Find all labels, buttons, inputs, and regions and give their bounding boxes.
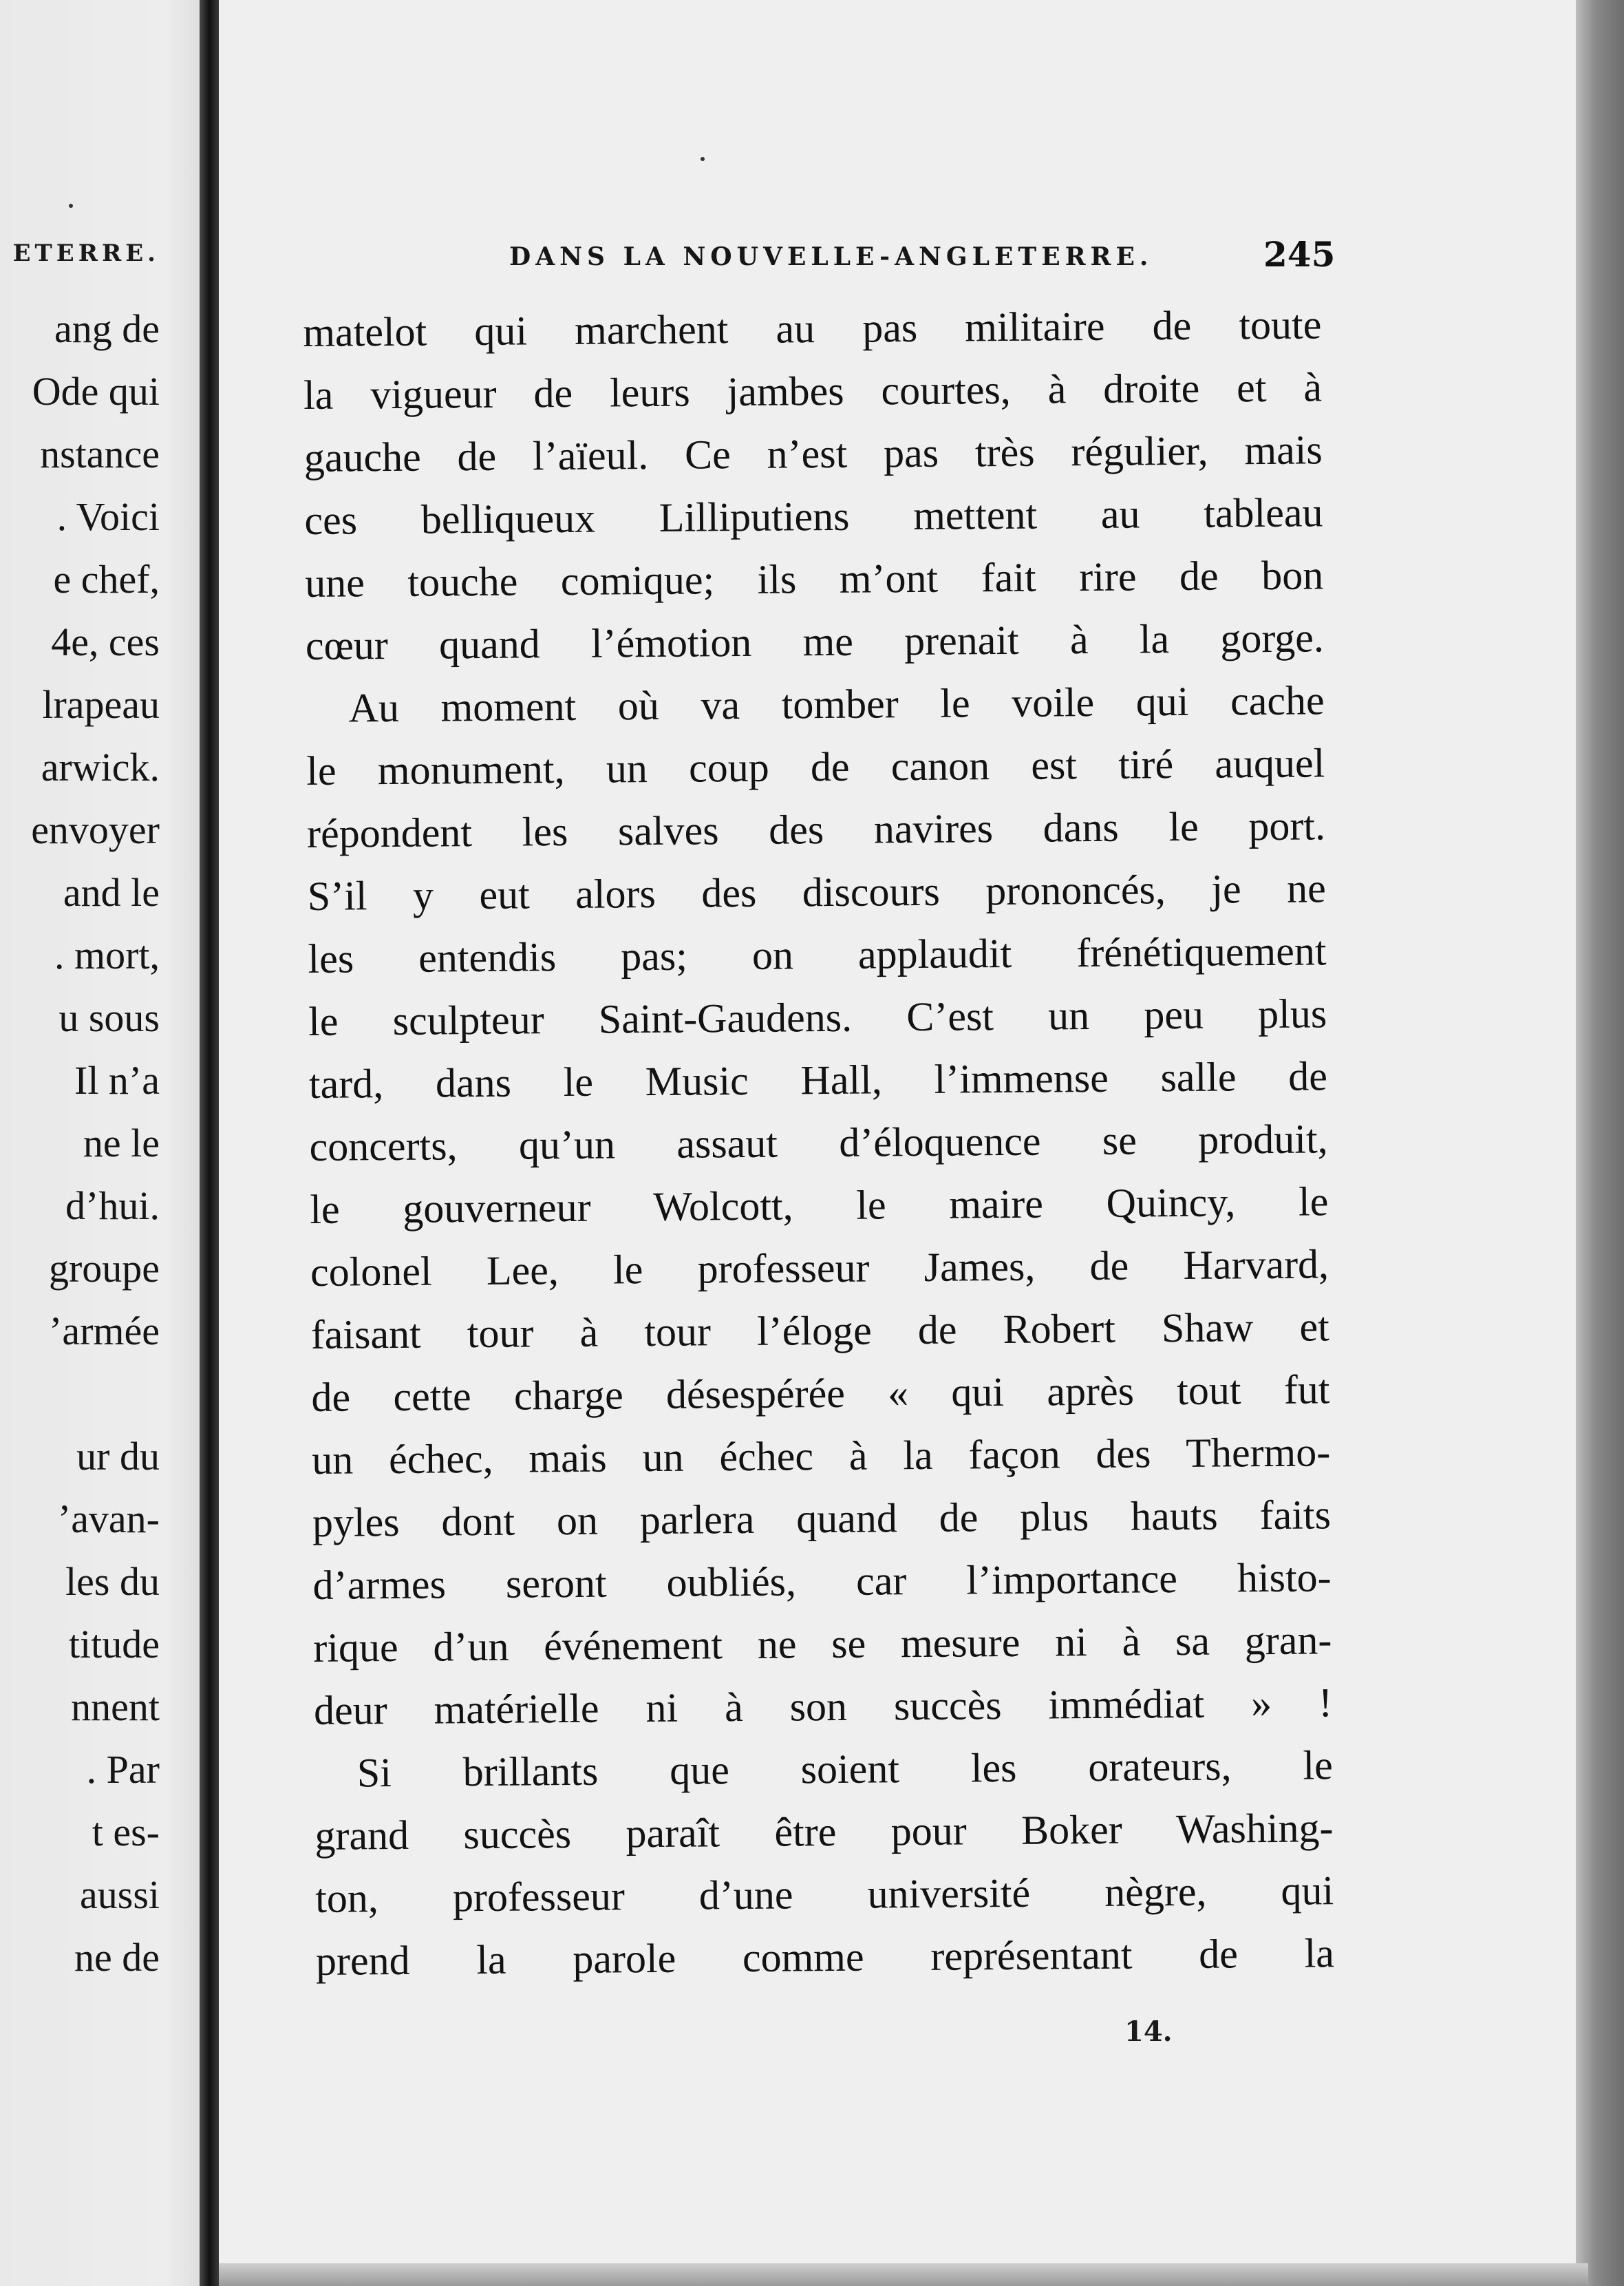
text-line: colonel Lee, le professeur James, de Harvard, (310, 1241, 1329, 1295)
signature-mark: 14. (1124, 2015, 1173, 2048)
text-line: le sculpteur Saint-Gaudens. C’est un peu plus (308, 991, 1327, 1044)
text-line: . Par (86, 1747, 160, 1792)
text-line: matelot qui marchent au pas militaire de toute (303, 301, 1322, 355)
text-line: Il n’a (74, 1058, 160, 1103)
text-line: . mort, (54, 933, 160, 977)
text-line: les entendis pas; on applaudit frénétiquement (308, 928, 1327, 982)
page-edge-bottom (219, 2263, 1588, 2286)
text-line: 4e, ces (51, 620, 160, 664)
dust-speck (701, 157, 705, 161)
text-line: aussi (80, 1872, 160, 1917)
text-line: le gouverneur Wolcott, le maire Quincy, le (310, 1178, 1329, 1232)
text-line: envoyer (31, 807, 160, 852)
running-head: DANS LA NOUVELLE-ANGLETERRE. (509, 242, 1153, 271)
text-line: ’avan- (57, 1496, 160, 1541)
text-line: . Voici (56, 494, 160, 539)
body-text (303, 293, 1334, 1993)
text-line: nnent (71, 1684, 160, 1729)
text-line: répondent les salves des navires dans le port. (306, 803, 1326, 856)
page-edge-right (1576, 0, 1624, 2286)
text-line: rique d’un événement ne se mesure ni à sa gran- (313, 1617, 1332, 1671)
text-line: ne de (74, 1935, 160, 1980)
previous-page-running-head: ETERRE. (12, 240, 160, 267)
paragraph-end-line: cœur quand l’émotion me prenait à la gorge. (305, 615, 1325, 668)
text-line: ces belliqueux Lilliputiens mettent au tableau (304, 489, 1323, 543)
text-line: d’armes seront oubliés, car l’importance histo- (312, 1554, 1332, 1608)
text-line: u sous (58, 995, 160, 1040)
text-line: concerts, qu’un assaut d’éloquence se produit, (309, 1116, 1328, 1170)
text-line: ur du (76, 1434, 160, 1479)
text-line: groupe (48, 1246, 160, 1291)
text-line: e chef, (53, 557, 160, 602)
text-line: and le (63, 870, 160, 915)
text-line: tard, dans le Music Hall, l’immense salle de (308, 1053, 1328, 1107)
text-line: pyles dont on parlera quand de plus hauts faits (312, 1492, 1332, 1545)
text-line: de cette charge désespérée « qui après tout fut (311, 1366, 1330, 1420)
text-line: la vigueur de leurs jambes courtes, à droite et à (303, 364, 1323, 418)
paragraph-start-line: Au moment où va tomber le voile qui cache (348, 677, 1325, 731)
text-line: lrapeau (42, 682, 160, 727)
text-line: S’il y eut alors des discours prononcés, je ne (307, 865, 1326, 919)
dust-speck (69, 204, 73, 208)
book-gutter (200, 0, 219, 2286)
text-line: ne le (83, 1121, 160, 1165)
page-number: 245 (1263, 234, 1336, 275)
text-line: titude (68, 1622, 160, 1666)
text-line: un échec, mais un échec à la façon des Thermo- (311, 1429, 1331, 1483)
text-line: ang de (54, 306, 160, 351)
text-line: d’hui. (65, 1183, 160, 1228)
text-line: ’armée (49, 1309, 160, 1353)
text-line: arwick. (41, 745, 160, 790)
text-line: faisant tour à tour l’éloge de Robert Shaw et (310, 1304, 1330, 1357)
previous-page-fragment (0, 0, 206, 2286)
text-line: Ode qui (32, 369, 160, 414)
text-line: t es- (92, 1810, 160, 1854)
text-line: le monument, un coup de canon est tiré auquel (306, 740, 1325, 794)
paragraph-gap (31, 1362, 160, 1425)
paragraph-end-line: deur matérielle ni à son succès immédiat » ! (313, 1680, 1333, 1733)
paragraph-start-line: Si brillants que soient les orateurs, le (356, 1742, 1334, 1796)
text-line: grand succès paraît être pour Boker Washing- (314, 1805, 1334, 1859)
text-line: ton, professeur d’une université nègre, qui (314, 1867, 1334, 1921)
previous-page-text (31, 297, 160, 1989)
text-line: gauche de l’aïeul. Ce n’est pas très régulier, mais (303, 427, 1323, 480)
text-line: prend la parole comme représentant de la (315, 1930, 1335, 1984)
text-line: nstance (40, 432, 160, 476)
text-line: les du (65, 1559, 160, 1604)
text-line: une touche comique; ils m’ont fait rire de bon (304, 552, 1324, 606)
